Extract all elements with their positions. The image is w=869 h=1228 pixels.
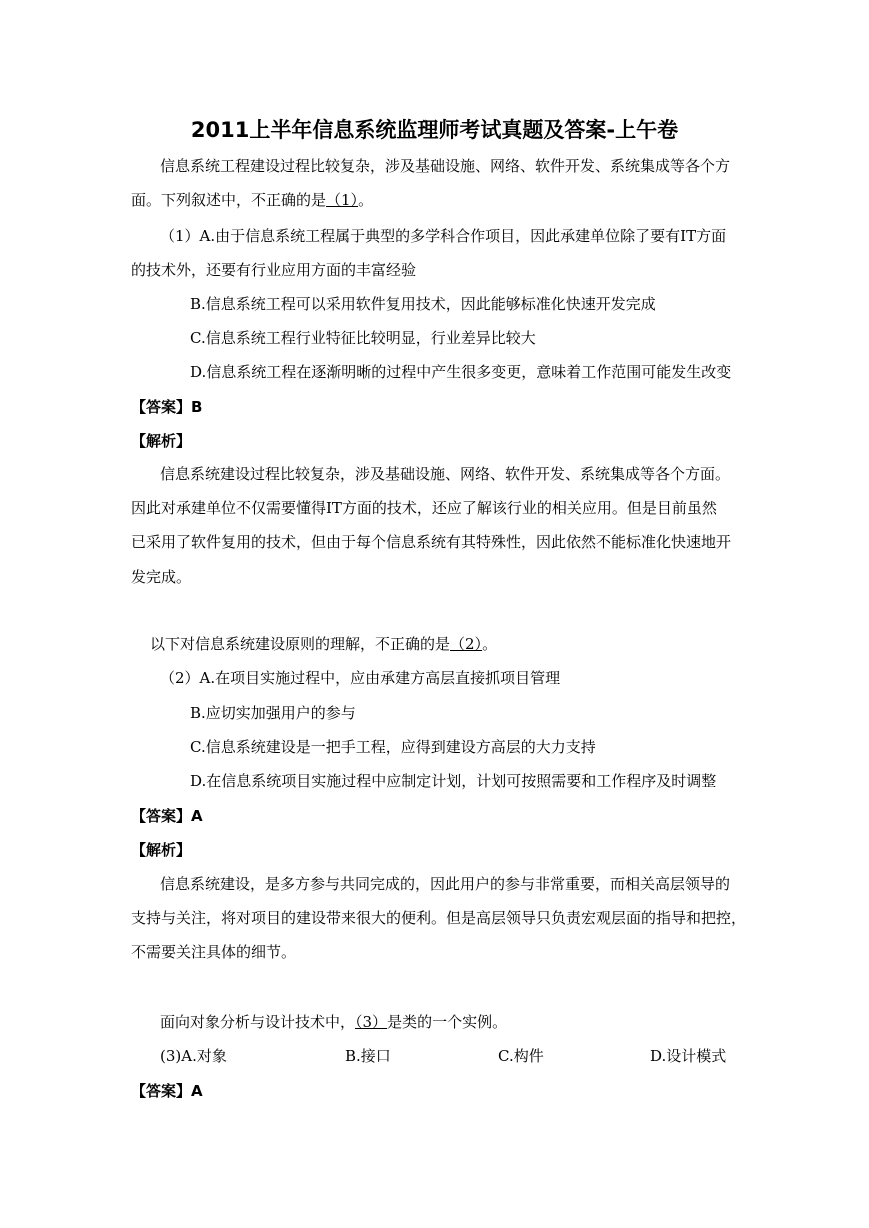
q1-analysis-line2: 因此对承建单位不仅需要懂得IT方面的技术，还应了解该行业的相关应用。但是目前虽然 xyxy=(131,499,717,517)
q2-option-d: D.在信息系统项目实施过程中应制定计划，计划可按照需要和工作程序及时调整 xyxy=(190,772,717,790)
q2-stem-text: 以下对信息系统建设原则的理解，不正确的是 xyxy=(150,635,451,653)
q1-answer: 【答案】B xyxy=(131,398,203,416)
q2-stem xyxy=(150,634,497,654)
q3-option-d: D.设计模式 xyxy=(650,1047,727,1065)
q2-option-c: C.信息系统建设是一把手工程，应得到建设方高层的大力支持 xyxy=(190,738,596,756)
q2-analysis-line3: 不需要关注具体的细节。 xyxy=(131,943,297,961)
q1-stem-text: 面。下列叙述中，不正确的是 xyxy=(131,191,327,209)
q3-blank: （3） xyxy=(355,1013,388,1031)
q2-blank: （2） xyxy=(450,635,483,653)
q1-option-b: B.信息系统工程可以采用软件复用技术，因此能够标准化快速开发完成 xyxy=(190,295,656,313)
q2-analysis-line2: 支持与关注，将对项目的建设带来很大的便利。但是高层领导只负责宏观层面的指导和把控， xyxy=(131,909,747,927)
q2-analysis-line1: 信息系统建设，是多方参与共同完成的，因此用户的参与非常重要，而相关高层领导的 xyxy=(160,875,731,893)
q1-stem-line1: 信息系统工程建设过程比较复杂，涉及基础设施、网络、软件开发、系统集成等各个方 xyxy=(160,157,731,175)
q1-option-a-line1: （1）A.由于信息系统工程属于典型的多学科合作项目，因此承建单位除了要有IT方面 xyxy=(160,227,727,245)
q2-answer: 【答案】A xyxy=(131,807,203,825)
q1-option-d: D.信息系统工程在逐渐明晰的过程中产生很多变更，意味着工作范围可能发生改变 xyxy=(190,363,732,381)
q1-analysis-label: 【解析】 xyxy=(131,432,192,450)
q3-option-c: C.构件 xyxy=(498,1047,544,1065)
q3-stem xyxy=(160,1012,507,1032)
q3-option-a: (3)A.对象 xyxy=(160,1047,227,1065)
document-title: 2011上半年信息系统监理师考试真题及答案-上午卷 xyxy=(190,118,679,142)
q3-answer: 【答案】A xyxy=(131,1082,203,1100)
q1-analysis-line4: 发完成。 xyxy=(131,568,192,586)
q1-analysis-line1: 信息系统建设过程比较复杂，涉及基础设施、网络、软件开发、系统集成等各个方面。 xyxy=(160,465,731,483)
q3-stem-text: 面向对象分析与设计技术中， xyxy=(160,1013,356,1031)
q3-stem-end: 是类的一个实例。 xyxy=(387,1013,508,1031)
q2-option-a: （2）A.在项目实施过程中，应由承建方高层直接抓项目管理 xyxy=(160,669,561,687)
q2-analysis-label: 【解析】 xyxy=(131,841,192,859)
q3-option-b: B.接口 xyxy=(345,1047,391,1065)
q1-stem-end: 。 xyxy=(358,191,374,209)
q1-analysis-line3: 已采用了软件复用的技术，但由于每个信息系统有其特殊性，因此依然不能标准化快速地开 xyxy=(131,533,732,551)
q1-blank: （1） xyxy=(326,191,359,209)
q2-stem-end: 。 xyxy=(482,635,498,653)
q1-stem-line2 xyxy=(131,190,373,210)
q2-option-b: B.应切实加强用户的参与 xyxy=(190,704,356,722)
q1-option-a-line2: 的技术外，还要有行业应用方面的丰富经验 xyxy=(131,261,417,279)
q1-option-c: C.信息系统工程行业特征比较明显，行业差异比较大 xyxy=(190,329,536,347)
